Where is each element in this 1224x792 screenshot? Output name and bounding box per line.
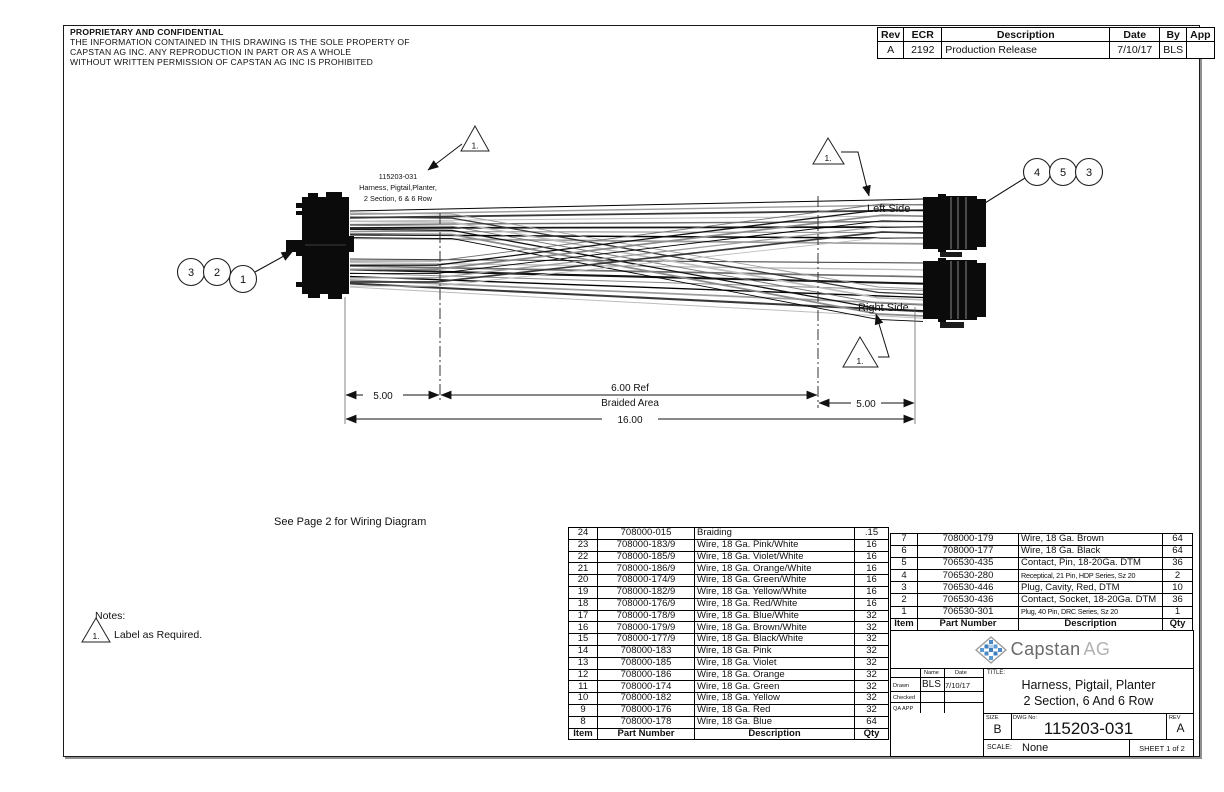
bom-table-right bbox=[890, 533, 1193, 631]
bom-description: Wire, 18 Ga. Red bbox=[695, 704, 855, 716]
bom-description: Contact, Socket, 18-20Ga. DTM bbox=[1019, 594, 1163, 606]
title-cell bbox=[984, 669, 1193, 713]
scale-row bbox=[984, 739, 1193, 756]
balloon-4-right-label: 4 bbox=[1033, 167, 1041, 179]
drawing-title-line1: Harness, Pigtail, Planter bbox=[1021, 678, 1156, 692]
bom-item: 4 bbox=[891, 570, 918, 582]
bom-row bbox=[569, 539, 889, 551]
bom-qty: .15 bbox=[855, 528, 889, 540]
proprietary-line: WITHOUT WRITTEN PERMISSION OF CAPSTAN AG INC IS PROHIBITED bbox=[70, 57, 374, 67]
balloon-3-left-label: 3 bbox=[187, 267, 195, 279]
bom-qty: 16 bbox=[855, 551, 889, 563]
by-header: By bbox=[1160, 28, 1187, 42]
balloon-1-left-label: 1 bbox=[239, 274, 247, 286]
bom-part-number: 708000-174/9 bbox=[598, 575, 695, 587]
bom-item: 16 bbox=[569, 622, 598, 634]
bom-row bbox=[891, 534, 1193, 546]
bom-item: 15 bbox=[569, 634, 598, 646]
bom-row bbox=[569, 598, 889, 610]
right-side-label: Right Side bbox=[858, 302, 909, 314]
bom-table-left bbox=[568, 527, 889, 740]
dim-mid-line1: 6.00 Ref bbox=[611, 383, 649, 394]
bom-part-number: 706530-446 bbox=[918, 582, 1019, 594]
bom-item: 7 bbox=[891, 534, 918, 546]
bom-part-number: 708000-182/9 bbox=[598, 586, 695, 598]
note-1-text: Label as Required. bbox=[114, 629, 203, 641]
bom-qty: 32 bbox=[855, 669, 889, 681]
bom-item: 20 bbox=[569, 575, 598, 587]
scale-value: None bbox=[1022, 742, 1049, 754]
rev-cell bbox=[1166, 714, 1194, 739]
rev-value: A bbox=[1176, 721, 1185, 735]
bom-description: Wire, 18 Ga. Orange/White bbox=[695, 563, 855, 575]
sheet-cell: SHEET 1 of 2 bbox=[1129, 740, 1194, 756]
bom-header-row bbox=[569, 728, 889, 740]
bom-description: Receptical, 21 Pin, HDP Series, Sz 20 bbox=[1019, 570, 1163, 582]
bom-qty: 36 bbox=[1163, 594, 1193, 606]
flag-1-note: 1. bbox=[92, 631, 100, 641]
bom-item: 19 bbox=[569, 586, 598, 598]
by-value: BLS bbox=[1160, 42, 1187, 59]
bom-qty: 16 bbox=[855, 563, 889, 575]
bom-item: 12 bbox=[569, 669, 598, 681]
bom-qty: 16 bbox=[855, 575, 889, 587]
bom-qty: 16 bbox=[855, 539, 889, 551]
left-side-label: Left Side bbox=[867, 203, 911, 215]
bom-part-number: 708000-177 bbox=[918, 546, 1019, 558]
bom-part-number: 708000-186/9 bbox=[598, 563, 695, 575]
bom-row bbox=[891, 582, 1193, 594]
bom-description: Wire, 18 Ga. Pink/White bbox=[695, 539, 855, 551]
bom-part-number: 706530-436 bbox=[918, 594, 1019, 606]
bom-item: 1 bbox=[891, 606, 918, 618]
bom-qty-header: Qty bbox=[1163, 618, 1193, 630]
ecr-value: 2192 bbox=[904, 42, 942, 59]
bom-qty: 32 bbox=[855, 634, 889, 646]
bom-part-number: 706530-301 bbox=[918, 606, 1019, 618]
bom-row bbox=[891, 594, 1193, 606]
drawing-title-line2: 2 Section, 6 And 6 Row bbox=[1023, 694, 1154, 708]
date-header: Date bbox=[1110, 28, 1160, 42]
bom-item: 23 bbox=[569, 539, 598, 551]
bom-description: Wire, 18 Ga. Green bbox=[695, 681, 855, 693]
bom-part-number: 708000-177/9 bbox=[598, 634, 695, 646]
bom-row bbox=[891, 570, 1193, 582]
description-value: Production Release bbox=[942, 42, 1110, 59]
bom-qty: 32 bbox=[855, 657, 889, 669]
rev-header: Rev bbox=[878, 28, 904, 42]
bom-row bbox=[891, 546, 1193, 558]
bom-item: 14 bbox=[569, 645, 598, 657]
bom-part-number: 708000-179 bbox=[918, 534, 1019, 546]
bom-qty: 64 bbox=[855, 716, 889, 728]
bom-part-number: 708000-176 bbox=[598, 704, 695, 716]
dim-left: 5.00 bbox=[373, 391, 393, 402]
bom-item: 13 bbox=[569, 657, 598, 669]
bom-description: Wire, 18 Ga. Blue/White bbox=[695, 610, 855, 622]
bom-desc-header: Description bbox=[695, 728, 855, 740]
date-value: 7/10/17 bbox=[1110, 42, 1160, 59]
title-label: TITLE: bbox=[987, 670, 1006, 676]
bom-description: Wire, 18 Ga. Brown bbox=[1019, 534, 1163, 546]
bom-item: 3 bbox=[891, 582, 918, 594]
bom-part-number: 708000-185/9 bbox=[598, 551, 695, 563]
bom-part-number: 708000-183 bbox=[598, 645, 695, 657]
bom-item-header: Item bbox=[891, 618, 918, 630]
left-connector bbox=[286, 192, 354, 299]
bom-qty: 2 bbox=[1163, 570, 1193, 582]
approval-table bbox=[891, 669, 984, 713]
bom-qty: 32 bbox=[855, 681, 889, 693]
harness-label-line3: 2 Section, 6 & 6 Row bbox=[363, 194, 433, 203]
bom-row bbox=[569, 693, 889, 705]
approval-name-header: Name bbox=[924, 670, 939, 676]
bom-qty: 64 bbox=[1163, 534, 1193, 546]
bom-row bbox=[569, 704, 889, 716]
bom-row bbox=[569, 563, 889, 575]
bom-item: 8 bbox=[569, 716, 598, 728]
dim-right: 5.00 bbox=[856, 399, 876, 410]
bom-item: 21 bbox=[569, 563, 598, 575]
bom-description: Wire, 18 Ga. Violet/White bbox=[695, 551, 855, 563]
dim-mid-line2: Braided Area bbox=[601, 398, 659, 409]
proprietary-title: PROPRIETARY AND CONFIDENTIAL bbox=[70, 27, 224, 37]
flag-1-top: 1. bbox=[471, 140, 479, 151]
qa-app-label: QA APP bbox=[893, 706, 914, 712]
bom-header-row bbox=[891, 618, 1193, 630]
bom-part-number: 708000-179/9 bbox=[598, 622, 695, 634]
approval-date-header: Date bbox=[955, 670, 967, 676]
balloon-2-left-label: 2 bbox=[213, 267, 221, 279]
bom-qty: 36 bbox=[1163, 558, 1193, 570]
bom-row bbox=[569, 575, 889, 587]
bom-qty: 32 bbox=[855, 704, 889, 716]
bom-part-number: 708000-182 bbox=[598, 693, 695, 705]
bom-row bbox=[569, 645, 889, 657]
proprietary-line: THE INFORMATION CONTAINED IN THIS DRAWING IS THE SOLE PROPERTY OF bbox=[70, 37, 410, 47]
bom-row bbox=[569, 634, 889, 646]
balloon-5-right-label: 5 bbox=[1059, 167, 1067, 179]
bom-pn-header: Part Number bbox=[598, 728, 695, 740]
bom-row bbox=[569, 622, 889, 634]
bom-description: Wire, 18 Ga. Pink bbox=[695, 645, 855, 657]
size-dwg-row bbox=[984, 713, 1193, 739]
bom-item: 17 bbox=[569, 610, 598, 622]
logo-brand-text: Capstan bbox=[1010, 639, 1081, 659]
bom-row bbox=[569, 657, 889, 669]
bom-part-number: 708000-178 bbox=[598, 716, 695, 728]
drawn-label: Drawn bbox=[893, 683, 910, 689]
bom-item-header: Item bbox=[569, 728, 598, 740]
bom-qty: 32 bbox=[855, 693, 889, 705]
bom-description: Wire, 18 Ga. Yellow bbox=[695, 693, 855, 705]
bom-row bbox=[891, 558, 1193, 570]
bom-item: 11 bbox=[569, 681, 598, 693]
see-page-note: See Page 2 for Wiring Diagram bbox=[274, 516, 427, 528]
scale-label: SCALE: bbox=[987, 744, 1012, 751]
bom-part-number: 708000-015 bbox=[598, 528, 695, 540]
dim-overall: 16.00 bbox=[617, 415, 643, 426]
bom-row bbox=[569, 669, 889, 681]
bom-pn-header: Part Number bbox=[918, 618, 1019, 630]
bom-qty: 32 bbox=[855, 610, 889, 622]
ecr-header: ECR bbox=[904, 28, 942, 42]
drawn-date: 7/10/17 bbox=[945, 681, 971, 690]
bom-item: 9 bbox=[569, 704, 598, 716]
dwg-label: DWG No: bbox=[1013, 715, 1037, 721]
bom-row bbox=[891, 606, 1193, 618]
bom-row bbox=[569, 610, 889, 622]
size-cell bbox=[984, 714, 1012, 739]
bom-description: Wire, 18 Ga. Orange bbox=[695, 669, 855, 681]
bom-row bbox=[569, 681, 889, 693]
bom-qty: 32 bbox=[855, 622, 889, 634]
bom-description: Plug, 40 Pin, DRC Series, Sz 20 bbox=[1019, 606, 1163, 618]
bom-item: 2 bbox=[891, 594, 918, 606]
bom-description: Wire, 18 Ga. Black bbox=[1019, 546, 1163, 558]
bom-row bbox=[569, 716, 889, 728]
size-value: B bbox=[993, 722, 1002, 736]
bom-description: Wire, 18 Ga. Violet bbox=[695, 657, 855, 669]
wire-bundle bbox=[350, 199, 923, 321]
app-header: App bbox=[1187, 28, 1214, 42]
harness-label-line2: Harness, Pigtail,Planter, bbox=[359, 183, 437, 192]
bom-part-number: 708000-185 bbox=[598, 657, 695, 669]
bom-item: 22 bbox=[569, 551, 598, 563]
rev-label: REV bbox=[1169, 715, 1181, 721]
bom-row bbox=[569, 528, 889, 540]
balloon-3-right-label: 3 bbox=[1085, 167, 1093, 179]
bom-row bbox=[569, 586, 889, 598]
bom-part-number: 708000-178/9 bbox=[598, 610, 695, 622]
bom-description: Wire, 18 Ga. Black/White bbox=[695, 634, 855, 646]
bom-description: Contact, Pin, 18-20Ga. DTM bbox=[1019, 558, 1163, 570]
size-label: SIZE bbox=[986, 715, 999, 721]
bom-qty: 64 bbox=[1163, 546, 1193, 558]
bom-desc-header: Description bbox=[1019, 618, 1163, 630]
bom-description: Wire, 18 Ga. Green/White bbox=[695, 575, 855, 587]
bom-qty: 16 bbox=[855, 598, 889, 610]
proprietary-line: CAPSTAN AG INC. ANY REPRODUCTION IN PART OR AS A WHOLE bbox=[70, 47, 352, 57]
bom-qty: 10 bbox=[1163, 582, 1193, 594]
rev-value: A bbox=[878, 42, 904, 59]
bom-row bbox=[569, 551, 889, 563]
bom-description: Wire, 18 Ga. Blue bbox=[695, 716, 855, 728]
bom-description: Wire, 18 Ga. Yellow/White bbox=[695, 586, 855, 598]
bom-part-number: 706530-435 bbox=[918, 558, 1019, 570]
bom-qty: 32 bbox=[855, 645, 889, 657]
bom-item: 18 bbox=[569, 598, 598, 610]
bom-qty: 1 bbox=[1163, 606, 1193, 618]
bom-description: Braiding bbox=[695, 528, 855, 540]
notes-heading: Notes: bbox=[95, 610, 126, 622]
bom-part-number: 708000-183/9 bbox=[598, 539, 695, 551]
bom-qty-header: Qty bbox=[855, 728, 889, 740]
title-block-empty-cell bbox=[891, 713, 984, 756]
bom-description: Plug, Cavity, Red, DTM bbox=[1019, 582, 1163, 594]
checked-label: Checked bbox=[893, 695, 916, 701]
right-top-connector bbox=[923, 194, 986, 257]
flag-1-left-side: 1. bbox=[824, 153, 832, 163]
bom-part-number: 706530-280 bbox=[918, 570, 1019, 582]
bom-description: Wire, 18 Ga. Red/White bbox=[695, 598, 855, 610]
bom-item: 10 bbox=[569, 693, 598, 705]
drawn-name: BLS bbox=[922, 679, 941, 690]
right-bottom-connector bbox=[923, 258, 986, 328]
title-block bbox=[890, 630, 1194, 757]
bom-item: 5 bbox=[891, 558, 918, 570]
bom-part-number: 708000-186 bbox=[598, 669, 695, 681]
flag-1-right-side: 1. bbox=[856, 356, 864, 366]
description-header: Description bbox=[942, 28, 1110, 42]
bom-part-number: 708000-174 bbox=[598, 681, 695, 693]
bom-item: 6 bbox=[891, 546, 918, 558]
bom-part-number: 708000-176/9 bbox=[598, 598, 695, 610]
bom-description: Wire, 18 Ga. Brown/White bbox=[695, 622, 855, 634]
scale-cell bbox=[984, 740, 1129, 756]
bom-qty: 16 bbox=[855, 586, 889, 598]
company-logo bbox=[891, 631, 1193, 669]
dwg-cell bbox=[1011, 714, 1166, 739]
bom-item: 24 bbox=[569, 528, 598, 540]
dwg-number: 115203-031 bbox=[1043, 719, 1134, 738]
harness-part-number-label: 115203-031 bbox=[378, 172, 418, 181]
capstan-diamond-logo-icon bbox=[974, 635, 1008, 665]
logo-suffix-text: AG bbox=[1083, 639, 1111, 659]
